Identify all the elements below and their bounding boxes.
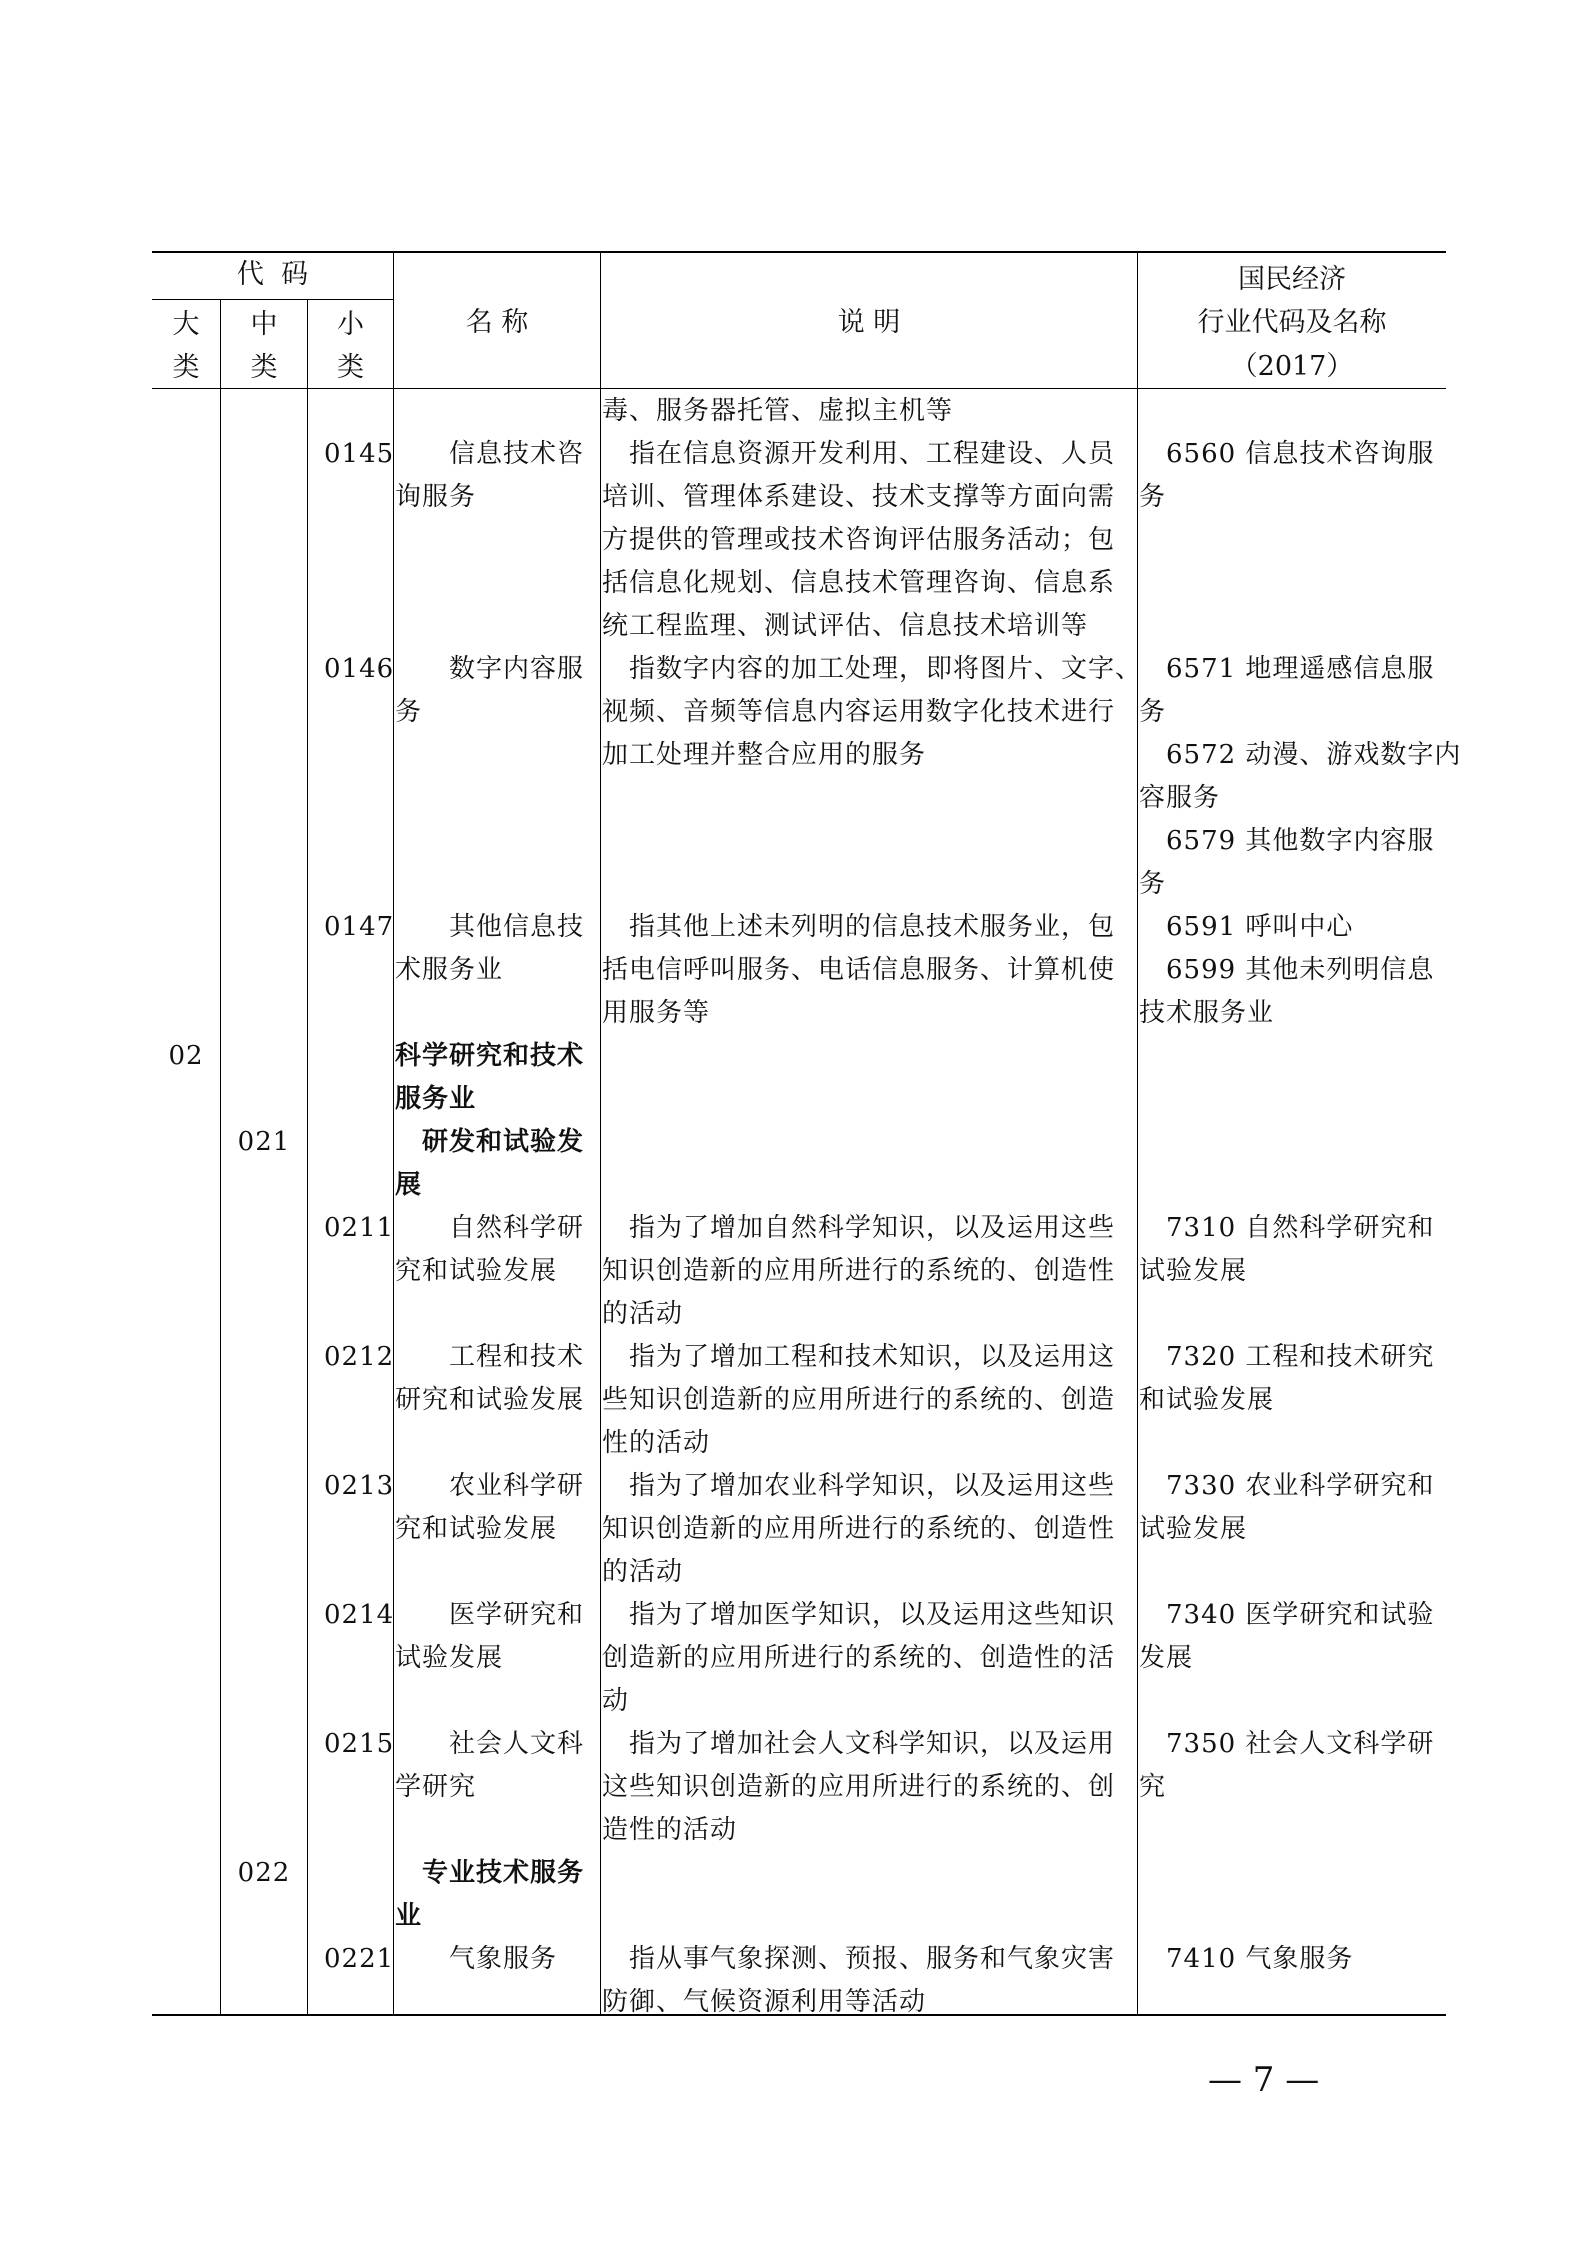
item-name: 气象服务 <box>395 1944 558 1974</box>
item-name: 术服务业 <box>395 955 504 985</box>
item-description: 指为了增加社会人文科学知识，以及运用 <box>602 1729 1116 1759</box>
nec-code-name: 6599 其他未列明信息 <box>1139 955 1435 985</box>
item-description: 动 <box>602 1686 630 1716</box>
item-description: 些知识创造新的应用所进行的系统的、创造 <box>602 1385 1116 1415</box>
nec-code-name: 试验发展 <box>1139 1256 1248 1286</box>
item-description: 视频、音频等信息内容运用数字化技术进行 <box>602 697 1116 727</box>
minor-class-code: 0212 <box>324 1342 395 1372</box>
item-description: 指从事气象探测、预报、服务和气象灾害 <box>602 1944 1116 1974</box>
nec-code-name: 究 <box>1139 1772 1167 1802</box>
item-name: 务 <box>395 697 423 727</box>
item-description: 培训、管理体系建设、技术支撑等方面向需 <box>602 482 1116 512</box>
minor-class-code: 0213 <box>324 1471 395 1501</box>
table-top-rule <box>152 251 1446 253</box>
item-description: 指其他上述未列明的信息技术服务业，包 <box>602 912 1116 942</box>
item-name: 展 <box>395 1170 423 1200</box>
item-description: 知识创造新的应用所进行的系统的、创造性 <box>602 1256 1116 1286</box>
nec-code-name: 技术服务业 <box>1139 998 1275 1028</box>
major-class-code: 02 <box>168 1041 204 1071</box>
nec-code-name: 7410 气象服务 <box>1139 1944 1354 1974</box>
item-description: 括电信呼叫服务、电话信息服务、计算机使 <box>602 955 1116 985</box>
nec-code-name: 7320 工程和技术研究 <box>1139 1342 1435 1372</box>
item-description: 指为了增加农业科学知识，以及运用这些 <box>602 1471 1116 1501</box>
item-description: 指数字内容的加工处理，即将图片、文字、 <box>602 654 1143 684</box>
header-code-rule <box>152 299 394 300</box>
item-description: 创造新的应用所进行的系统的、创造性的活 <box>602 1643 1116 1673</box>
minor-class-code: 0146 <box>324 654 395 684</box>
nec-code-name: 7330 农业科学研究和 <box>1139 1471 1435 1501</box>
item-name: 试验发展 <box>395 1643 504 1673</box>
item-description: 用服务等 <box>602 998 711 1028</box>
item-name: 研发和试验发 <box>395 1127 585 1157</box>
col-rule-name <box>600 252 601 2015</box>
nec-code-name: 和试验发展 <box>1139 1385 1275 1415</box>
nec-code-name: 务 <box>1139 482 1167 512</box>
item-name: 科学研究和技术 <box>395 1041 585 1071</box>
page-number: — 7 — <box>1208 2060 1320 2100</box>
header-middle-1: 中 <box>250 309 278 340</box>
minor-class-code: 0221 <box>324 1944 395 1974</box>
item-name: 社会人文科 <box>395 1729 585 1759</box>
item-description: 统工程监理、测试评估、信息技术培训等 <box>602 611 1089 641</box>
item-name: 信息技术咨 <box>395 439 585 469</box>
nec-code-name: 7340 医学研究和试验 <box>1139 1600 1435 1630</box>
item-name: 农业科学研 <box>395 1471 585 1501</box>
item-description: 括信息化规划、信息技术管理咨询、信息系 <box>602 568 1116 598</box>
nec-code-name: 7350 社会人文科学研 <box>1139 1729 1435 1759</box>
item-name: 服务业 <box>395 1084 477 1114</box>
item-name: 工程和技术 <box>395 1342 585 1372</box>
middle-class-code: 021 <box>237 1127 291 1157</box>
item-name: 其他信息技 <box>395 912 585 942</box>
minor-class-code: 0147 <box>324 912 395 942</box>
item-description: 加工处理并整合应用的服务 <box>602 740 927 770</box>
item-name: 学研究 <box>395 1772 477 1802</box>
item-description: 造性的活动 <box>602 1815 738 1845</box>
nec-code-name: 6571 地理遥感信息服 <box>1139 654 1435 684</box>
item-description: 指为了增加工程和技术知识，以及运用这 <box>602 1342 1116 1372</box>
item-name: 究和试验发展 <box>395 1514 558 1544</box>
item-name: 数字内容服 <box>395 654 585 684</box>
col-rule-desc <box>1137 252 1138 2015</box>
item-name: 专业技术服务 <box>395 1858 585 1888</box>
header-major-2: 类 <box>172 352 200 383</box>
nec-code-name: 6560 信息技术咨询服 <box>1139 439 1435 469</box>
minor-class-code: 0145 <box>324 439 395 469</box>
item-name: 询服务 <box>395 482 477 512</box>
item-description: 知识创造新的应用所进行的系统的、创造性 <box>602 1514 1116 1544</box>
item-description: 毒、服务器托管、虚拟主机等 <box>602 396 954 426</box>
nec-code-name: 7310 自然科学研究和 <box>1139 1213 1435 1243</box>
item-description: 这些知识创造新的应用所进行的系统的、创 <box>602 1772 1116 1802</box>
item-description: 指为了增加自然科学知识，以及运用这些 <box>602 1213 1116 1243</box>
item-description: 方提供的管理或技术咨询评估服务活动；包 <box>602 525 1116 555</box>
nec-code-name: 务 <box>1139 697 1167 727</box>
item-name: 医学研究和 <box>395 1600 585 1630</box>
nec-code-name: 容服务 <box>1139 783 1221 813</box>
item-description: 指为了增加医学知识，以及运用这些知识 <box>602 1600 1116 1630</box>
minor-class-code: 0215 <box>324 1729 395 1759</box>
nec-code-name: 务 <box>1139 869 1167 899</box>
header-bottom-rule <box>152 388 1446 389</box>
header-nec-3: （2017） <box>1230 351 1354 382</box>
middle-class-code: 022 <box>237 1858 291 1888</box>
minor-class-code: 0214 <box>324 1600 395 1630</box>
item-description: 指在信息资源开发利用、工程建设、人员 <box>602 439 1116 469</box>
header-desc: 说 明 <box>837 307 901 338</box>
minor-class-code: 0211 <box>324 1213 395 1243</box>
nec-code-name: 发展 <box>1139 1643 1194 1673</box>
header-nec-2: 行业代码及名称 <box>1197 307 1387 338</box>
item-description: 的活动 <box>602 1557 684 1587</box>
nec-code-name: 试验发展 <box>1139 1514 1248 1544</box>
nec-code-name: 6579 其他数字内容服 <box>1139 826 1435 856</box>
header-middle-2: 类 <box>250 352 278 383</box>
item-name: 研究和试验发展 <box>395 1385 585 1415</box>
header-minor-1: 小 <box>337 309 364 340</box>
nec-code-name: 6572 动漫、游戏数字内 <box>1139 740 1462 770</box>
header-name: 名 称 <box>465 307 529 338</box>
header-nec-1: 国民经济 <box>1238 264 1346 295</box>
header-major-1: 大 <box>172 309 200 340</box>
item-description: 的活动 <box>602 1299 684 1329</box>
header-code: 代 码 <box>236 259 309 290</box>
item-name: 业 <box>395 1901 423 1931</box>
item-name: 自然科学研 <box>395 1213 585 1243</box>
header-minor-2: 类 <box>337 352 364 383</box>
item-description: 防御、气候资源利用等活动 <box>602 1987 927 2017</box>
item-name: 究和试验发展 <box>395 1256 558 1286</box>
nec-code-name: 6591 呼叫中心 <box>1139 912 1354 942</box>
col-rule-middle <box>307 299 308 2015</box>
item-description: 性的活动 <box>602 1428 711 1458</box>
